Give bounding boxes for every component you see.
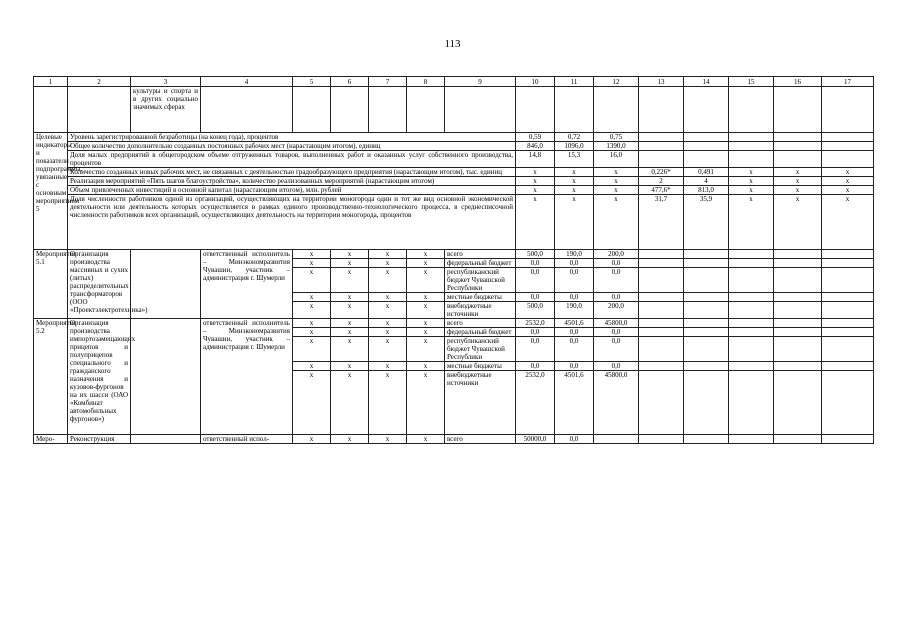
indicator-value: x — [774, 177, 822, 186]
column-number-row — [34, 77, 874, 87]
code-cell: x — [293, 371, 331, 435]
funding-value: 190,0 — [555, 250, 594, 259]
indicator-value: x — [516, 195, 555, 250]
indicator-value — [822, 142, 874, 151]
code-cell: x — [407, 319, 445, 328]
code-cell: x — [369, 268, 407, 293]
code-cell: x — [407, 435, 445, 444]
code-cell: x — [407, 259, 445, 268]
funding-source: местные бюджеты — [445, 293, 516, 302]
indicator-value — [684, 151, 729, 168]
indicator-description: Доля численности работников одной из организаций, осуществляющих на территории моногорода один и тот же вид основной экономической деятельности или деятельность которых осуществляется в рамках единого производственно-технологического процесса, в среднесписочной численности работников всех организаций, осуществляющих деятельность на территории моногорода, процентов — [68, 195, 516, 250]
funding-value: 0,0 — [516, 328, 555, 337]
indicator-value: 477,6* — [639, 186, 684, 195]
code-cell: x — [293, 250, 331, 259]
indicator-value: x — [555, 195, 594, 250]
col-number: 5 — [293, 77, 331, 87]
funding-value: 200,0 — [594, 302, 639, 319]
col-number: 10 — [516, 77, 555, 87]
code-cell: x — [369, 293, 407, 302]
col-number: 1 — [34, 77, 68, 87]
funding-source: республиканский бюджет Чувашской Республики — [445, 268, 516, 293]
funding-row — [34, 319, 874, 328]
funding-value: 0,0 — [555, 268, 594, 293]
indicator-value: 14,8 — [516, 151, 555, 168]
funding-value: 190,0 — [555, 302, 594, 319]
indicator-value: x — [594, 186, 639, 195]
code-cell: x — [407, 362, 445, 371]
indicator-value: 2 — [639, 177, 684, 186]
col-number: 6 — [331, 77, 369, 87]
code-cell: x — [331, 319, 369, 328]
funding-value: 0,0 — [555, 259, 594, 268]
code-cell: x — [293, 362, 331, 371]
funding-source: всего — [445, 250, 516, 259]
indicator-description: Уровень зарегистрированной безработицы (на конец года), процентов — [68, 133, 516, 142]
code-cell: x — [293, 268, 331, 293]
code-cell: x — [407, 268, 445, 293]
measure-label: Мероприятие 5.2 — [34, 319, 68, 435]
indicator-value: x — [555, 186, 594, 195]
funding-source: республиканский бюджет Чувашской Республики — [445, 337, 516, 362]
code-cell: x — [293, 302, 331, 319]
indicator-row — [34, 142, 874, 151]
funding-value: 0,0 — [594, 259, 639, 268]
indicator-value — [639, 151, 684, 168]
col-number: 16 — [774, 77, 822, 87]
indicator-value: x — [729, 195, 774, 250]
indicator-value — [639, 133, 684, 142]
indicator-value: x — [555, 168, 594, 177]
indicator-description: Общее количество дополнительно созданных постоянных рабочих мест (нарастающим итогом), единиц — [68, 142, 516, 151]
indicator-value: x — [729, 186, 774, 195]
code-cell: x — [331, 259, 369, 268]
funding-source: местные бюджеты — [445, 362, 516, 371]
code-cell: x — [407, 328, 445, 337]
indicator-value — [729, 151, 774, 168]
code-cell: x — [369, 250, 407, 259]
funding-value: 500,0 — [516, 250, 555, 259]
code-cell: x — [407, 337, 445, 362]
indicator-value: x — [516, 168, 555, 177]
code-cell: x — [293, 259, 331, 268]
indicator-value: x — [594, 195, 639, 250]
funding-value: 50000,0 — [516, 435, 555, 444]
code-cell: x — [331, 337, 369, 362]
funding-value: 45800,0 — [594, 319, 639, 328]
indicator-value: x — [774, 168, 822, 177]
funding-value: 45800,0 — [594, 371, 639, 435]
indicator-description: Реализация мероприятий «Пять шагов благоустройства», количество реализованных мероприятий (нарастающим итогом) — [68, 177, 516, 186]
col-number: 2 — [68, 77, 131, 87]
indicator-value — [729, 133, 774, 142]
indicator-value — [684, 133, 729, 142]
code-cell: x — [293, 328, 331, 337]
funding-value: 0,0 — [555, 328, 594, 337]
funding-source: федеральный бюджет — [445, 328, 516, 337]
code-cell: x — [369, 371, 407, 435]
funding-source: внебюджетные источники — [445, 302, 516, 319]
indicator-value: x — [729, 177, 774, 186]
indicator-value: 1096,0 — [555, 142, 594, 151]
col-number: 11 — [555, 77, 594, 87]
funding-value: 2532,0 — [516, 371, 555, 435]
indicator-value — [639, 142, 684, 151]
indicator-value: x — [822, 195, 874, 250]
code-cell: x — [331, 268, 369, 293]
indicator-value: 0,75 — [594, 133, 639, 142]
continuation-text: культуры и спорта и в других социально значимых сферах — [131, 87, 201, 133]
indicator-value: 35,9 — [684, 195, 729, 250]
col-number: 14 — [684, 77, 729, 87]
indicator-value: 0,59 — [516, 133, 555, 142]
funding-value: 0,0 — [594, 328, 639, 337]
col-number: 17 — [822, 77, 874, 87]
code-cell: x — [369, 337, 407, 362]
funding-value: 0,0 — [555, 435, 594, 444]
code-cell: x — [369, 362, 407, 371]
funding-value: 4501,6 — [555, 319, 594, 328]
indicator-value: 0,491 — [684, 168, 729, 177]
indicator-value: 846,0 — [516, 142, 555, 151]
indicator-value: x — [729, 168, 774, 177]
indicator-description: Количество созданных новых рабочих мест, не связанных с деятельностью градообразующего предприятия (нарастающим итогом), тыс. единиц — [68, 168, 516, 177]
program-table — [33, 76, 874, 444]
indicator-value: x — [774, 186, 822, 195]
code-cell: x — [331, 328, 369, 337]
indicator-value: 31,7 — [639, 195, 684, 250]
indicator-value: x — [516, 186, 555, 195]
indicator-row — [34, 195, 874, 250]
funding-row — [34, 250, 874, 259]
indicator-value — [774, 142, 822, 151]
funding-value: 0,0 — [555, 293, 594, 302]
code-cell: x — [407, 371, 445, 435]
funding-source: внебюджетные источники — [445, 371, 516, 435]
code-cell: x — [407, 250, 445, 259]
code-cell: x — [293, 293, 331, 302]
continuation-row — [34, 87, 874, 133]
measure-executor: ответственный исполнитель – Минэкономразвития Чувашии, участник – администрация г. Шумерли — [201, 250, 293, 319]
measure-label: Мероприятие 5.1 — [34, 250, 68, 319]
funding-value: 0,0 — [594, 293, 639, 302]
indicator-value: 1390,0 — [594, 142, 639, 151]
indicator-value — [774, 151, 822, 168]
indicator-value: x — [822, 186, 874, 195]
funding-value: 0,0 — [516, 337, 555, 362]
funding-source: всего — [445, 435, 516, 444]
funding-value: 0,0 — [555, 362, 594, 371]
code-cell: x — [407, 293, 445, 302]
col-number: 7 — [369, 77, 407, 87]
code-cell: x — [369, 328, 407, 337]
code-cell: x — [293, 435, 331, 444]
code-cell: x — [331, 250, 369, 259]
col-number: 12 — [594, 77, 639, 87]
indicator-value — [822, 133, 874, 142]
indicator-description: Объем привлеченных инвестиций в основной капитал (нарастающим итогом), млн. рублей — [68, 186, 516, 195]
indicator-value: 4 — [684, 177, 729, 186]
funding-value: 200,0 — [594, 250, 639, 259]
indicator-value — [684, 142, 729, 151]
funding-value: 0,0 — [516, 268, 555, 293]
code-cell: x — [293, 337, 331, 362]
funding-value: 0,0 — [594, 268, 639, 293]
code-cell: x — [331, 362, 369, 371]
funding-value: 0,0 — [594, 362, 639, 371]
indicator-value: 15,3 — [555, 151, 594, 168]
code-cell: x — [369, 259, 407, 268]
indicator-value: x — [594, 177, 639, 186]
measure-label: Меро- — [34, 435, 68, 444]
funding-value: 0,0 — [516, 362, 555, 371]
funding-value: 4501,6 — [555, 371, 594, 435]
indicator-value: 0,72 — [555, 133, 594, 142]
code-cell: x — [369, 319, 407, 328]
code-cell: x — [407, 302, 445, 319]
indicator-value — [774, 133, 822, 142]
code-cell: x — [331, 371, 369, 435]
code-cell: x — [293, 319, 331, 328]
measure-executor: ответственный исполнитель – Минэкономразвития Чувашии, участник – администрация г. Шумерли — [201, 319, 293, 435]
indicator-value — [729, 142, 774, 151]
indicators-label: Целевые индикаторы и показатели подпрограммы, увязанные с основным мероприятием 5 — [34, 133, 68, 250]
indicator-value: x — [774, 195, 822, 250]
indicator-description: Доля малых предприятий в общегородском объеме отгруженных товаров, выполненных работ и оказанных услуг собственного производства, процентов — [68, 151, 516, 168]
indicator-value: 16,0 — [594, 151, 639, 168]
indicator-value: x — [555, 177, 594, 186]
indicator-value: x — [822, 177, 874, 186]
page-number: 113 — [444, 38, 461, 50]
code-cell: x — [369, 302, 407, 319]
col-number: 15 — [729, 77, 774, 87]
funding-source: федеральный бюджет — [445, 259, 516, 268]
indicator-row — [34, 133, 874, 142]
code-cell: x — [331, 435, 369, 444]
indicator-value: x — [822, 168, 874, 177]
col-number: 13 — [639, 77, 684, 87]
code-cell: x — [331, 302, 369, 319]
indicator-value: 0,226* — [639, 168, 684, 177]
indicator-row — [34, 177, 874, 186]
measure-executor: ответственный испол- — [201, 435, 293, 444]
col-number: 3 — [131, 77, 201, 87]
indicator-value: x — [594, 168, 639, 177]
indicator-row — [34, 168, 874, 177]
indicator-value: x — [516, 177, 555, 186]
col-number: 8 — [407, 77, 445, 87]
funding-row — [34, 435, 874, 444]
indicator-row — [34, 186, 874, 195]
funding-value: 0,0 — [516, 259, 555, 268]
measure-name: Реконструкция — [68, 435, 131, 444]
indicator-value: 813,0 — [684, 186, 729, 195]
code-cell: x — [331, 293, 369, 302]
code-cell: x — [369, 435, 407, 444]
col-number: 4 — [201, 77, 293, 87]
funding-value: 0,0 — [516, 293, 555, 302]
funding-source: всего — [445, 319, 516, 328]
funding-value: 2532,0 — [516, 319, 555, 328]
measure-name: Организация производства массивных и сухих (литых) распределительных трансформаторов (ООО «Проектэлектротехника») — [68, 250, 131, 319]
indicator-row — [34, 151, 874, 168]
funding-value: 500,0 — [516, 302, 555, 319]
measure-name: Организация производства импортозамещающих прицепов и полуприцепов специального и гражданского назначения и кузовов-фургонов на их шасси (ОАО «Комбинат автомобильных фургонов») — [68, 319, 131, 435]
col-number: 9 — [445, 77, 516, 87]
funding-value: 0,0 — [555, 337, 594, 362]
funding-value: 0,0 — [594, 337, 639, 362]
indicator-value — [822, 151, 874, 168]
